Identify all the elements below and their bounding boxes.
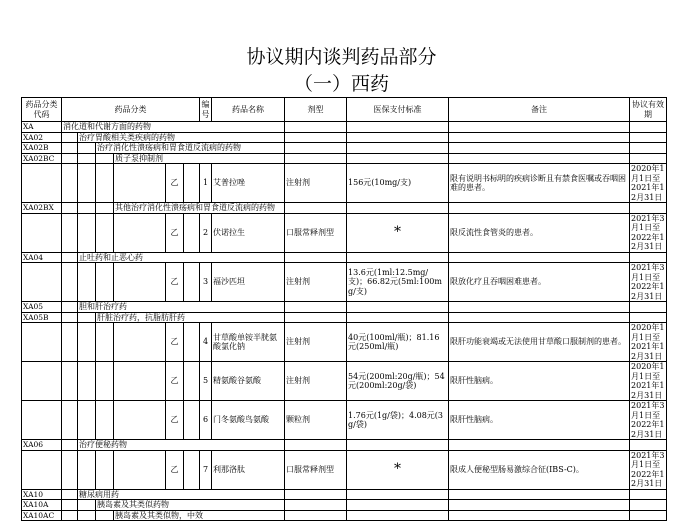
pay-cell: 13.6元(1ml:12.5mg/支)；66.82元(5ml:100mg/支) (347, 263, 449, 302)
header-pay: 医保支付标准 (347, 98, 449, 122)
note-cell: 限肝性脑病。 (449, 401, 630, 440)
drug-name-cell: 利那洛肽 (212, 450, 285, 489)
category-cell: 肝脏治疗药，抗脂肪肝药 (96, 312, 285, 323)
table-row (22, 323, 667, 362)
table-row (22, 302, 667, 313)
header-code: 药品分类代码 (22, 98, 62, 122)
drug-name-cell: 甘草酸单铵半胱氨酸氯化钠 (212, 323, 285, 362)
category-cell: 治疗便秘药物 (78, 440, 285, 451)
valid-cell: 2020年1月1日至2021年12月31日 (630, 164, 667, 203)
valid-cell: 2021年3月1日至2022年12月31日 (630, 263, 667, 302)
grade-cell: 乙 (166, 323, 184, 362)
pay-cell: * (347, 450, 449, 489)
valid-cell: 2021年3月1日至2022年12月31日 (630, 401, 667, 440)
drug-name-cell: 精氨酸谷氨酸 (212, 362, 285, 401)
table-row (22, 440, 667, 451)
pay-cell: * (347, 213, 449, 252)
drug-name-cell: 门冬氨酸鸟氨酸 (212, 401, 285, 440)
code-cell: XA (22, 122, 62, 133)
code-cell: XA02BC (22, 153, 62, 164)
category-cell: 胰岛素及其类似物，中效 (114, 510, 285, 521)
grade-cell: 乙 (166, 213, 184, 252)
code-cell: XA06 (22, 440, 62, 451)
num-cell: 7 (200, 450, 212, 489)
form-cell: 注射剂 (285, 263, 347, 302)
num-cell: 4 (200, 323, 212, 362)
note-cell: 限成人便秘型肠易激综合征(IBS-C)。 (449, 450, 630, 489)
note-cell: 限肝性脑病。 (449, 362, 630, 401)
code-cell: XA10AC (22, 510, 62, 521)
code-cell: XA04 (22, 252, 62, 263)
code-cell: XA10A (22, 500, 62, 511)
table-row (22, 132, 667, 143)
pay-cell: 40元(100ml/瓶)；81.16元(250ml/瓶) (347, 323, 449, 362)
table-row (22, 143, 667, 154)
drug-name-cell: 福沙匹坦 (212, 263, 285, 302)
drug-table (21, 97, 667, 521)
category-cell: 糖尿病用药 (78, 489, 285, 500)
grade-cell: 乙 (166, 401, 184, 440)
table-row (22, 450, 667, 489)
pay-cell: 1.76元(1g/袋)；4.08元(3g/袋) (347, 401, 449, 440)
table-row (22, 153, 667, 164)
num-cell: 1 (200, 164, 212, 203)
grade-cell: 乙 (166, 362, 184, 401)
grade-cell: 乙 (166, 450, 184, 489)
table-row (22, 164, 667, 203)
note-cell: 限放化疗且吞咽困难患者。 (449, 263, 630, 302)
table-row (22, 252, 667, 263)
page-title: 协议期内谈判药品部分 (246, 46, 437, 68)
code-cell: XA02B (22, 143, 62, 154)
grade-cell: 乙 (166, 164, 184, 203)
table-row (22, 312, 667, 323)
header-valid: 协议有效期 (630, 98, 667, 122)
code-cell: XA10 (22, 489, 62, 500)
drug-name-cell: 艾普拉唑 (212, 164, 285, 203)
category-cell: 止吐药和止恶心药 (78, 252, 285, 263)
category-cell: 治疗消化性溃疡病和胃食道反流病的药物 (96, 143, 285, 154)
category-cell: 胰岛素及其类似药物 (96, 500, 285, 511)
valid-cell: 2020年1月1日至2021年12月31日 (630, 362, 667, 401)
code-cell: XA02BX (22, 203, 62, 214)
form-cell: 口服常释剂型 (285, 450, 347, 489)
table-row (22, 401, 667, 440)
header-row (22, 98, 667, 122)
table-row (22, 213, 667, 252)
code-cell: XA05 (22, 302, 62, 313)
form-cell: 注射剂 (285, 164, 347, 203)
grade-cell: 乙 (166, 263, 184, 302)
table-row (22, 510, 667, 521)
category-cell: 质子泵抑制剂 (114, 153, 285, 164)
header-category: 药品分类 (62, 98, 200, 122)
form-cell: 颗粒剂 (285, 401, 347, 440)
num-cell: 3 (200, 263, 212, 302)
category-cell: 胆和肝治疗药 (78, 302, 285, 313)
table-row (22, 489, 667, 500)
table-row (22, 362, 667, 401)
header-num: 编号 (200, 98, 212, 122)
form-cell: 注射剂 (285, 362, 347, 401)
note-cell: 限有说明书标明的疾病诊断且有禁食医嘱或吞咽困难的患者。 (449, 164, 630, 203)
pay-cell: 156元(10mg/支) (347, 164, 449, 203)
pay-cell: 54元(200ml:20g/瓶)；54元(200ml:20g/袋) (347, 362, 449, 401)
header-form: 剂型 (285, 98, 347, 122)
table-row (22, 500, 667, 511)
page-subtitle: （一）西药 (293, 73, 389, 95)
code-cell: XA02 (22, 132, 62, 143)
valid-cell: 2020年1月1日至2021年12月31日 (630, 323, 667, 362)
category-cell: 其他治疗消化性溃疡病和胃食道反流病的药物 (114, 203, 285, 214)
header-name: 药品名称 (212, 98, 285, 122)
num-cell: 6 (200, 401, 212, 440)
category-cell: 治疗胃酸相关类疾病的药物 (78, 132, 285, 143)
num-cell: 2 (200, 213, 212, 252)
header-note: 备注 (449, 98, 630, 122)
valid-cell: 2021年3月1日至2022年12月31日 (630, 213, 667, 252)
drug-name-cell: 伏诺拉生 (212, 213, 285, 252)
note-cell: 限肝功能衰竭或无法使用甘草酸口服制剂的患者。 (449, 323, 630, 362)
category-cell: 消化道和代谢方面的药物 (62, 122, 285, 133)
table-row (22, 263, 667, 302)
code-cell: XA05B (22, 312, 62, 323)
form-cell: 注射剂 (285, 323, 347, 362)
valid-cell: 2021年3月1日至2022年12月31日 (630, 450, 667, 489)
note-cell: 限反流性食管炎的患者。 (449, 213, 630, 252)
table-row (22, 122, 667, 133)
num-cell: 5 (200, 362, 212, 401)
table-row (22, 203, 667, 214)
form-cell: 口服常释剂型 (285, 213, 347, 252)
